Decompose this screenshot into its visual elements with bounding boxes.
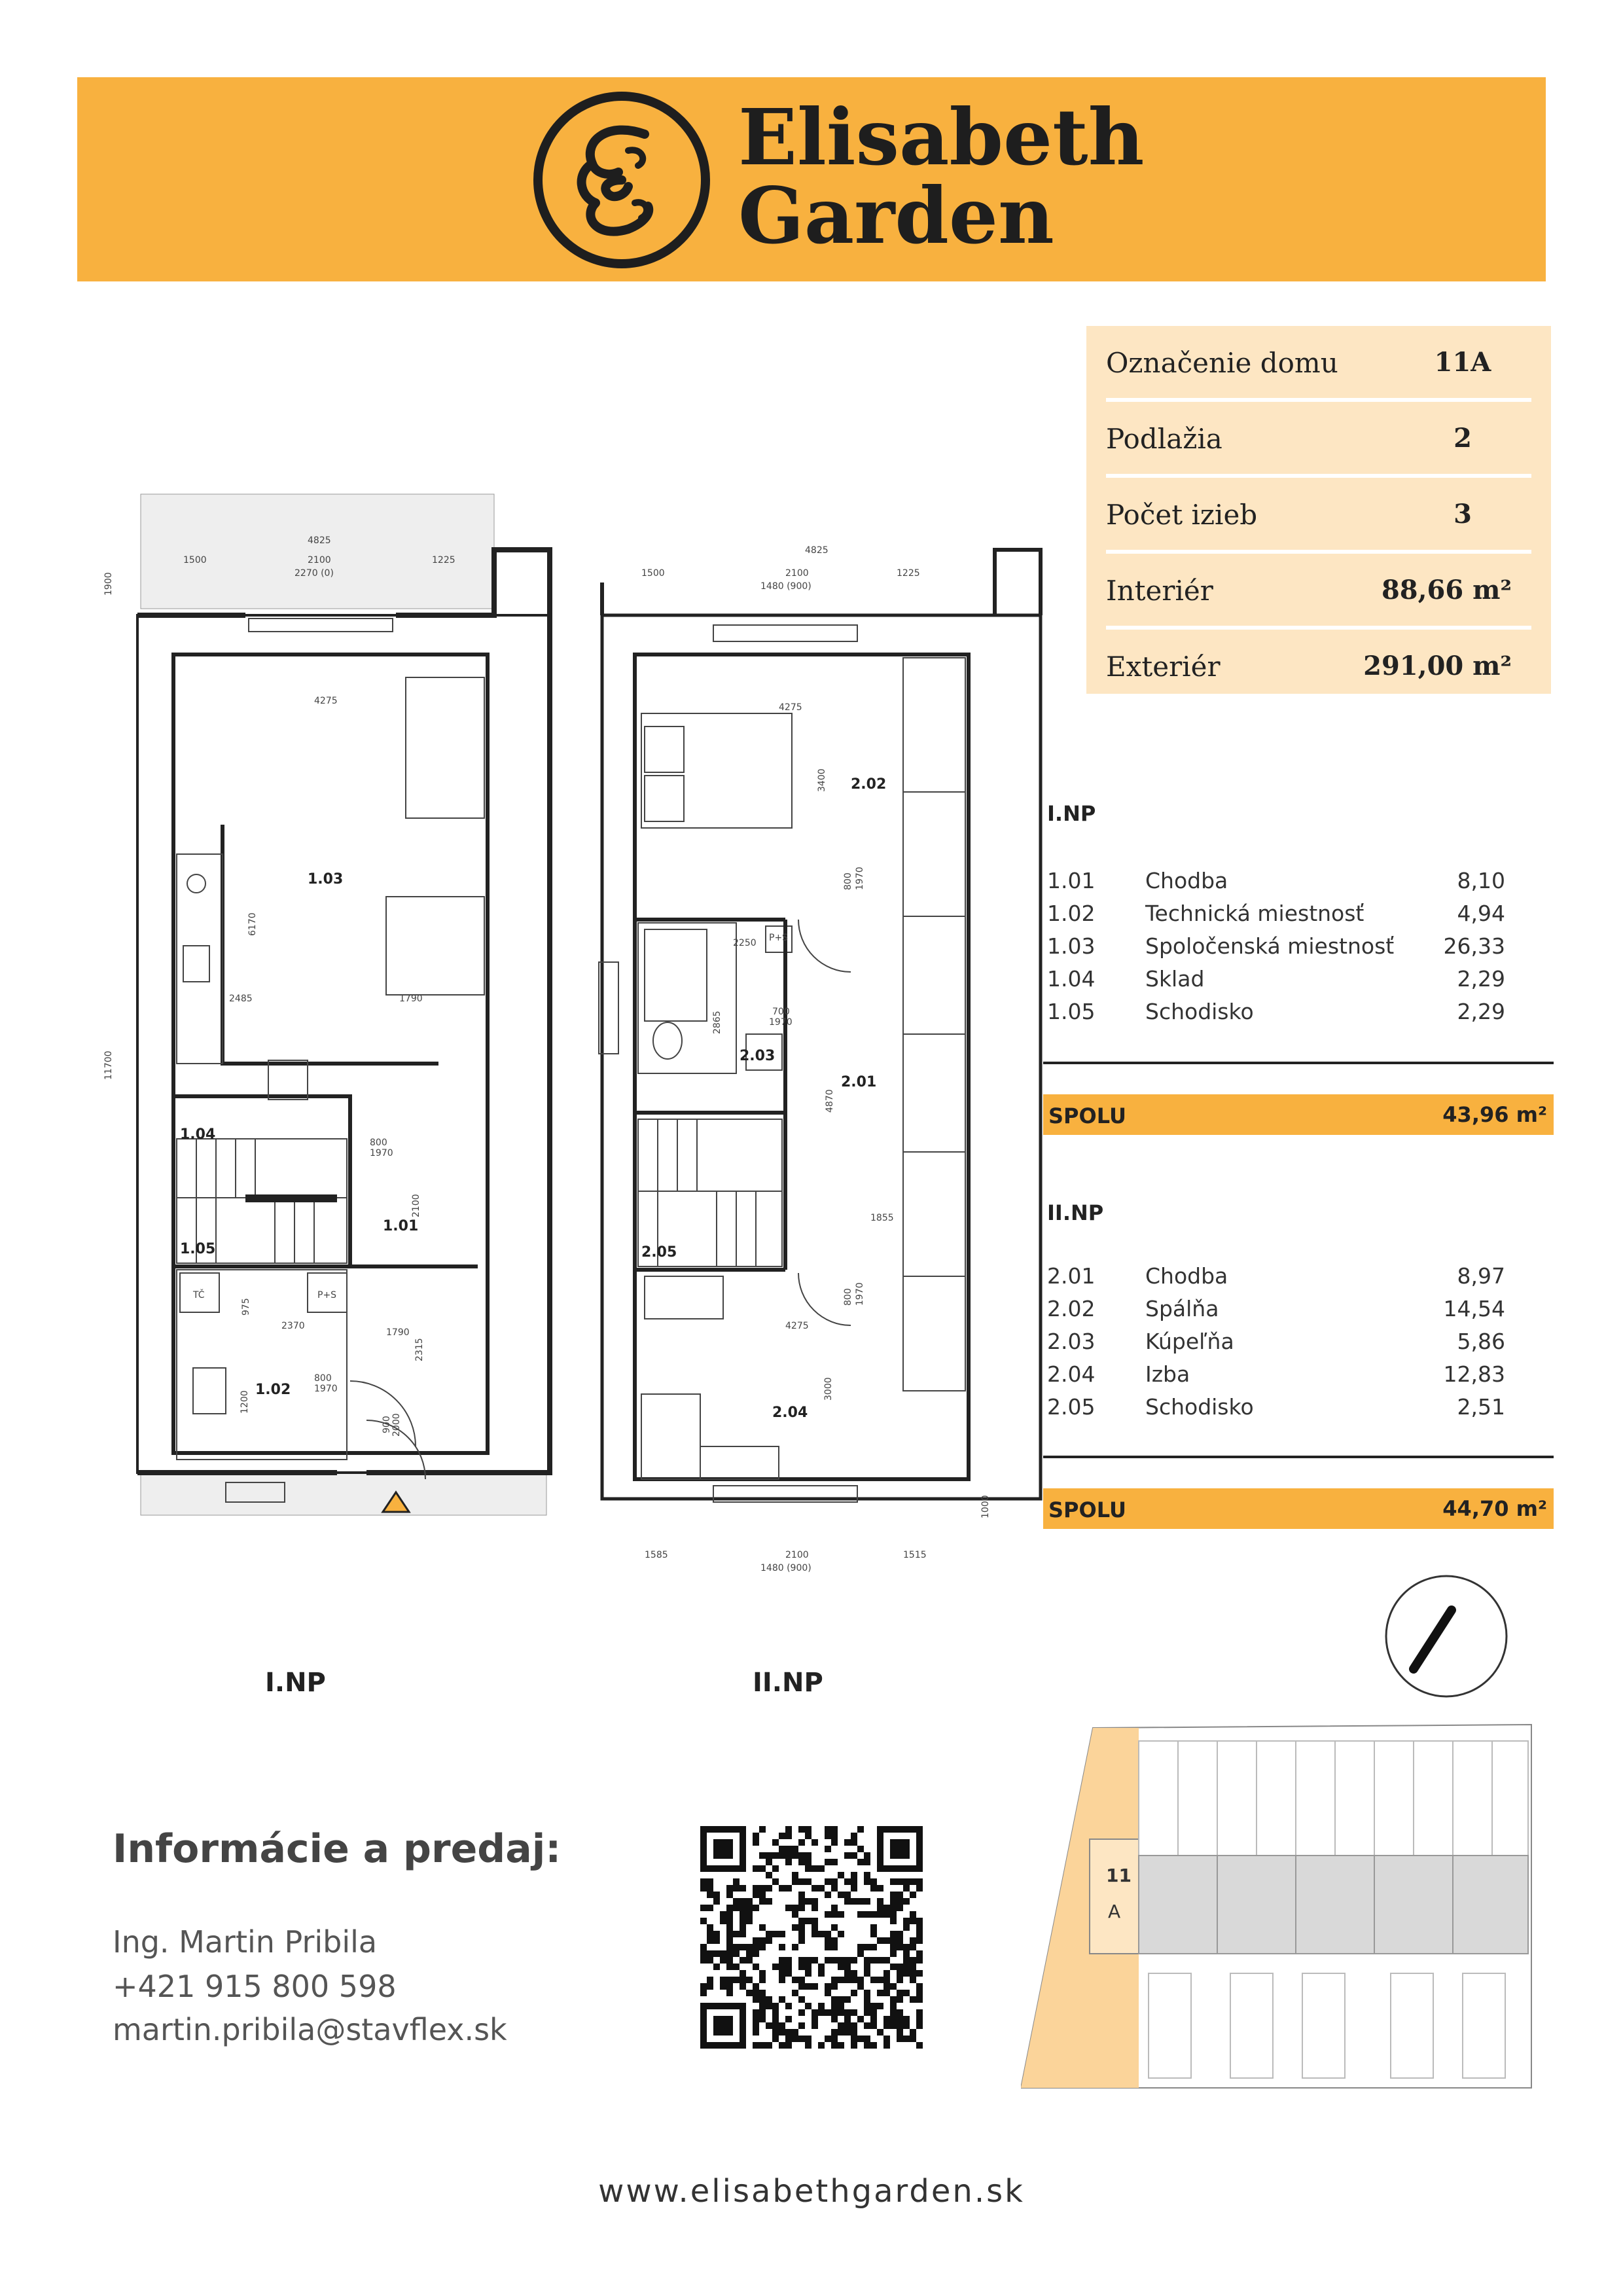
svg-text:1970: 1970 xyxy=(769,1017,793,1028)
svg-text:1.01: 1.01 xyxy=(383,1218,419,1234)
svg-text:800: 800 xyxy=(314,1373,332,1384)
svg-text:4275: 4275 xyxy=(314,696,338,706)
svg-text:1225: 1225 xyxy=(432,555,455,565)
svg-text:1200: 1200 xyxy=(240,1390,250,1414)
svg-text:1970: 1970 xyxy=(370,1148,393,1158)
plan2-title: II.NP xyxy=(753,1668,823,1698)
floor-plan-1 xyxy=(98,484,582,1518)
info-label: Exteriér xyxy=(1106,651,1221,683)
svg-text:2.03: 2.03 xyxy=(740,1048,776,1064)
svg-text:1585: 1585 xyxy=(645,1550,668,1560)
svg-text:1.03: 1.03 xyxy=(308,871,344,888)
svg-text:3400: 3400 xyxy=(817,768,827,792)
info-label: Interiér xyxy=(1106,575,1213,607)
svg-text:2.04: 2.04 xyxy=(772,1405,808,1421)
divider xyxy=(1043,1062,1554,1064)
svg-text:1000: 1000 xyxy=(980,1495,991,1518)
room-row: 1.03 Spoločenská miestnosť 26,33 xyxy=(1047,933,1505,959)
total-value: 43,96 m² xyxy=(1442,1102,1547,1127)
room-row: 1.05 Schodisko 2,29 xyxy=(1047,999,1505,1024)
total-value: 44,70 m² xyxy=(1442,1496,1547,1521)
svg-text:P+S: P+S xyxy=(317,1290,337,1300)
info-row-interior xyxy=(1086,554,1551,630)
svg-text:800: 800 xyxy=(843,872,853,890)
site-plan xyxy=(1021,1721,1538,2094)
svg-text:800: 800 xyxy=(843,1288,853,1306)
svg-text:1480 (900): 1480 (900) xyxy=(760,581,812,592)
room-row: 1.01 Chodba 8,10 xyxy=(1047,868,1505,893)
svg-text:1.05: 1.05 xyxy=(180,1241,216,1257)
svg-text:2.02: 2.02 xyxy=(851,776,887,793)
house-info-table xyxy=(1086,326,1551,694)
svg-text:1970: 1970 xyxy=(855,867,865,890)
svg-text:2315: 2315 xyxy=(414,1338,425,1361)
svg-text:4825: 4825 xyxy=(805,545,829,556)
svg-text:4275: 4275 xyxy=(779,702,802,713)
info-value: 2 xyxy=(1454,423,1472,454)
svg-text:2100: 2100 xyxy=(308,555,331,565)
divider xyxy=(1043,1456,1554,1458)
svg-text:1500: 1500 xyxy=(641,568,665,579)
svg-text:900: 900 xyxy=(382,1416,392,1433)
svg-text:4825: 4825 xyxy=(308,535,331,546)
floor1-total xyxy=(1043,1094,1554,1135)
info-value: 291,00 m² xyxy=(1363,651,1512,681)
svg-text:2100: 2100 xyxy=(785,1550,809,1560)
room-row: 1.02 Technická miestnosť 4,94 xyxy=(1047,901,1505,926)
info-row-designation xyxy=(1086,326,1551,402)
svg-text:1515: 1515 xyxy=(903,1550,927,1560)
floor2-total xyxy=(1043,1488,1554,1529)
svg-text:2250: 2250 xyxy=(733,938,757,948)
total-label: SPOLU xyxy=(1048,1498,1126,1522)
svg-text:TČ: TČ xyxy=(193,1290,205,1300)
website-link[interactable]: www.elisabethgarden.sk xyxy=(598,2173,1025,2210)
info-value: 3 xyxy=(1454,499,1472,529)
room-row: 2.01 Chodba 8,97 xyxy=(1047,1263,1505,1289)
svg-text:2.01: 2.01 xyxy=(841,1074,877,1090)
svg-text:1225: 1225 xyxy=(897,568,920,579)
brand-line2: Garden xyxy=(738,170,1054,261)
svg-text:2.05: 2.05 xyxy=(641,1244,677,1261)
svg-text:1970: 1970 xyxy=(314,1384,338,1394)
svg-text:2865: 2865 xyxy=(712,1011,722,1034)
info-row-rooms xyxy=(1086,478,1551,554)
svg-text:11700: 11700 xyxy=(103,1050,114,1080)
svg-text:2100: 2100 xyxy=(411,1194,421,1217)
svg-text:1790: 1790 xyxy=(399,994,423,1004)
room-row: 2.04 Izba 12,83 xyxy=(1047,1361,1505,1387)
svg-text:4275: 4275 xyxy=(785,1321,809,1331)
svg-text:800: 800 xyxy=(370,1138,387,1148)
contact-name: Ing. Martin Pribila xyxy=(113,1924,378,1960)
logo-mark xyxy=(530,88,713,272)
svg-text:1480 (900): 1480 (900) xyxy=(760,1563,812,1573)
contact-title: Informácie a predaj: xyxy=(113,1826,562,1872)
svg-text:2100: 2100 xyxy=(785,568,809,579)
svg-text:4870: 4870 xyxy=(825,1089,835,1113)
svg-text:1790: 1790 xyxy=(386,1327,410,1338)
room-row: 1.04 Sklad 2,29 xyxy=(1047,966,1505,992)
room-row: 2.02 Spálňa 14,54 xyxy=(1047,1296,1505,1321)
svg-text:975: 975 xyxy=(241,1298,251,1316)
info-value: 88,66 m² xyxy=(1381,575,1512,605)
floor2-list-title: II.NP xyxy=(1047,1200,1104,1225)
svg-text:2370: 2370 xyxy=(281,1321,305,1331)
info-label: Počet izieb xyxy=(1106,499,1258,531)
svg-text:1.04: 1.04 xyxy=(180,1126,216,1143)
svg-text:1900: 1900 xyxy=(103,572,114,596)
svg-text:1.02: 1.02 xyxy=(255,1382,291,1398)
qr-code-icon[interactable] xyxy=(700,1826,923,2049)
svg-text:2270 (0): 2270 (0) xyxy=(294,568,334,579)
floor-plan-2 xyxy=(589,537,1060,1584)
brand-name xyxy=(738,92,1145,261)
site-house-no: 11 xyxy=(1106,1865,1132,1886)
info-row-floors xyxy=(1086,402,1551,478)
plan1-title: I.NP xyxy=(265,1668,326,1698)
svg-text:P+S: P+S xyxy=(769,933,789,943)
svg-text:2485: 2485 xyxy=(229,994,253,1004)
svg-text:700: 700 xyxy=(772,1007,790,1017)
site-house-letter: A xyxy=(1108,1901,1121,1922)
room-row: 2.05 Schodisko 2,51 xyxy=(1047,1394,1505,1420)
svg-text:1500: 1500 xyxy=(183,555,207,565)
svg-text:1855: 1855 xyxy=(870,1213,894,1223)
room-row: 2.03 Kúpeľňa 5,86 xyxy=(1047,1329,1505,1354)
info-value: 11A xyxy=(1434,347,1491,378)
contact-phone[interactable]: +421 915 800 598 xyxy=(113,1969,397,2004)
contact-email[interactable]: martin.pribila@stavflex.sk xyxy=(113,2012,507,2047)
svg-text:3000: 3000 xyxy=(823,1377,834,1401)
svg-text:2000: 2000 xyxy=(391,1413,402,1437)
info-label: Označenie domu xyxy=(1106,347,1338,379)
info-label: Podlažia xyxy=(1106,423,1222,455)
north-arrow-icon xyxy=(1381,1571,1512,1702)
svg-text:1970: 1970 xyxy=(855,1282,865,1306)
svg-text:6170: 6170 xyxy=(247,912,258,936)
info-row-exterior xyxy=(1086,630,1551,706)
total-label: SPOLU xyxy=(1048,1103,1126,1128)
brand-line1: Elisabeth xyxy=(738,92,1145,183)
floor1-list-title: I.NP xyxy=(1047,801,1096,826)
